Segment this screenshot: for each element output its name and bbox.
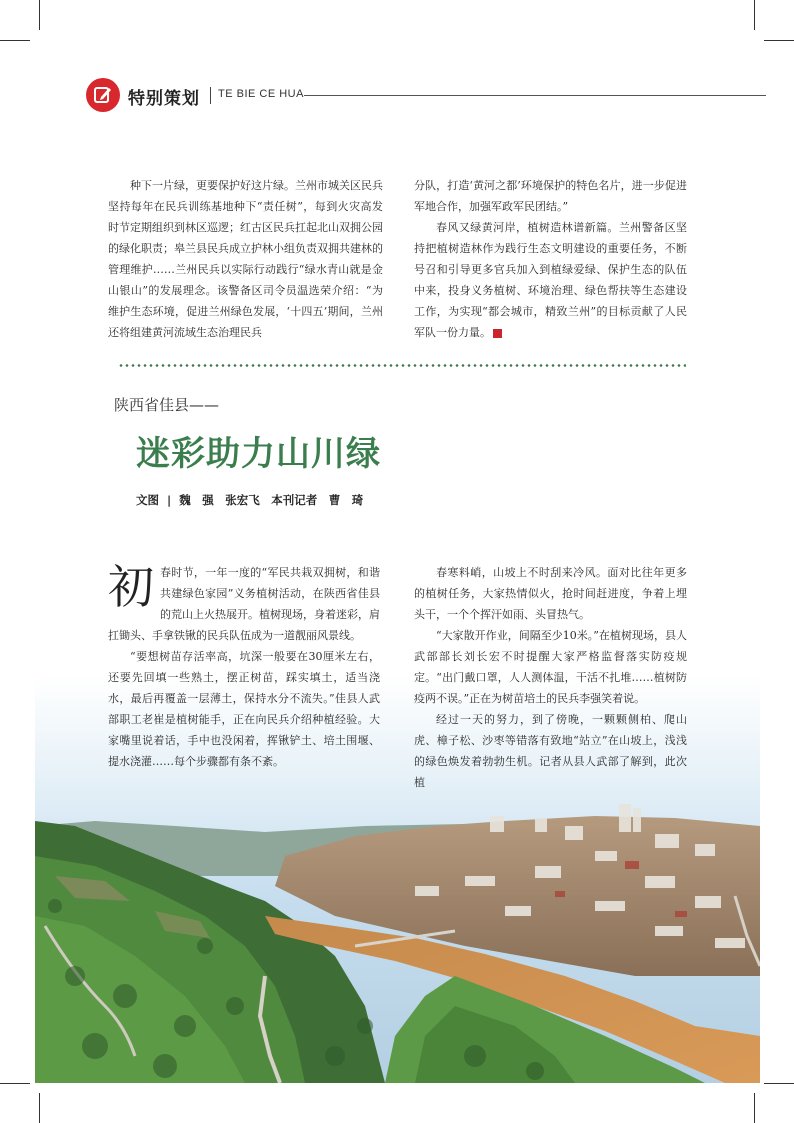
paragraph: 经过一天的努力，到了傍晚，一颗颗侧柏、爬山虎、樟子松、沙枣等错落有致地“站立”在山坡上，浅浅的绿色焕发着勃勃生机。记者从县人武部了解到，此次植 bbox=[414, 713, 687, 789]
divider bbox=[210, 87, 211, 104]
paragraph: “大家散开作业，间隔至少10米。”在植树现场，县人武部部长刘长宏不时提醒大家严格监督落实防疫规定。“出门戴口罩，人人测体温，干活不扎堆……植树防疫两不误。”正在为树苗培土的民兵李强笑着说。 bbox=[414, 629, 687, 705]
paragraph: “要想树苗存活率高，坑深一般要在30厘米左右，还要先回填一些熟土，摆正树苗，踩实填土，适当浇水，最后再覆盖一层薄土，保持水分不流失。”佳县人武部职工老崔是植树能手，正在向民兵介绍种植经验。大家嘴里说着话，手中也没闲着，挥锹铲土、培土围堰、提水浇灌……每个步骤都有条不紊。 bbox=[108, 650, 380, 768]
article-title: 迷彩助力山川绿 bbox=[136, 434, 381, 474]
crop-mark bbox=[754, 0, 755, 30]
crop-mark bbox=[39, 0, 40, 30]
crop-mark bbox=[0, 40, 30, 41]
paragraph: 种下一片绿，更要保护好这片绿。兰州市城关区民兵坚持每年在民兵训练基地种下“责任树”，每到火灾高发时节定期组织到林区巡逻；红古区民兵扛起北山双拥公园的绿化职责；皋兰县民兵成立护林小组负责双拥共建林的管理维护……兰州民兵以实际行动践行“绿水青山就是金山银山”的发展理念。该警备区司令员温选荣介绍：“为维护生态环境，促进兰州绿色发展，‘十四五’期间，兰州还将组建黄河流域生态治理民兵 bbox=[108, 179, 383, 339]
article-byline: 文图 | 魏 强 张宏飞 本刊记者 曹 琦 bbox=[136, 493, 364, 507]
section-title-latin: TE BIE CE HUA bbox=[218, 88, 304, 100]
paragraph-text: 春风又绿黄河岸，植树造林谱新篇。兰州警备区坚持把植树造林作为践行生态文明建设的重要任务，不断号召和引导更多官兵加入到植绿爱绿、保护生态的队伍中来，投身义务植树、环境治理、绿色帮扶等生态建设工作，为实现“都会城市，精致兰州”的目标贡献了人民军队一份力量。 bbox=[414, 221, 687, 339]
crop-mark bbox=[764, 40, 794, 41]
crop-mark bbox=[39, 1093, 40, 1123]
drop-cap: 初 bbox=[108, 560, 154, 614]
article-region: 陕西省佳县—— bbox=[114, 396, 220, 414]
edit-icon bbox=[86, 78, 120, 112]
paragraph bbox=[108, 562, 380, 646]
end-mark-icon: M bbox=[493, 329, 502, 338]
dotted-divider bbox=[118, 364, 686, 367]
paragraph bbox=[414, 217, 687, 343]
divider bbox=[304, 95, 766, 96]
crop-mark bbox=[754, 1093, 755, 1123]
paragraph-text: 春时节，一年一度的“军民共栽双拥树，和谐共建绿色家园”义务植树活动，在陕西省佳县的荒山上火热展开。植树现场，身着迷彩，肩扛锄头、手拿铁锹的民兵队伍成为一道靓丽风景线。 bbox=[108, 566, 380, 642]
article-right-column bbox=[414, 562, 687, 793]
crop-mark bbox=[0, 1083, 30, 1084]
previous-article-left-column bbox=[108, 175, 383, 343]
paragraph: 分队，打造‘黄河之都’环境保护的特色名片，进一步促进军地合作，加强军政军民团结。” bbox=[414, 179, 687, 213]
section-header bbox=[86, 78, 766, 114]
previous-article-right-column bbox=[414, 175, 687, 343]
crop-mark bbox=[764, 1083, 794, 1084]
section-title: 特别策划 bbox=[128, 89, 200, 109]
paragraph: 春寒料峭，山坡上不时刮来冷风。面对比往年更多的植树任务，大家热情似火，抢时间赶进度，争着上埋头干，一个个挥汗如雨、头冒热气。 bbox=[414, 566, 687, 621]
article-left-column bbox=[108, 562, 380, 772]
